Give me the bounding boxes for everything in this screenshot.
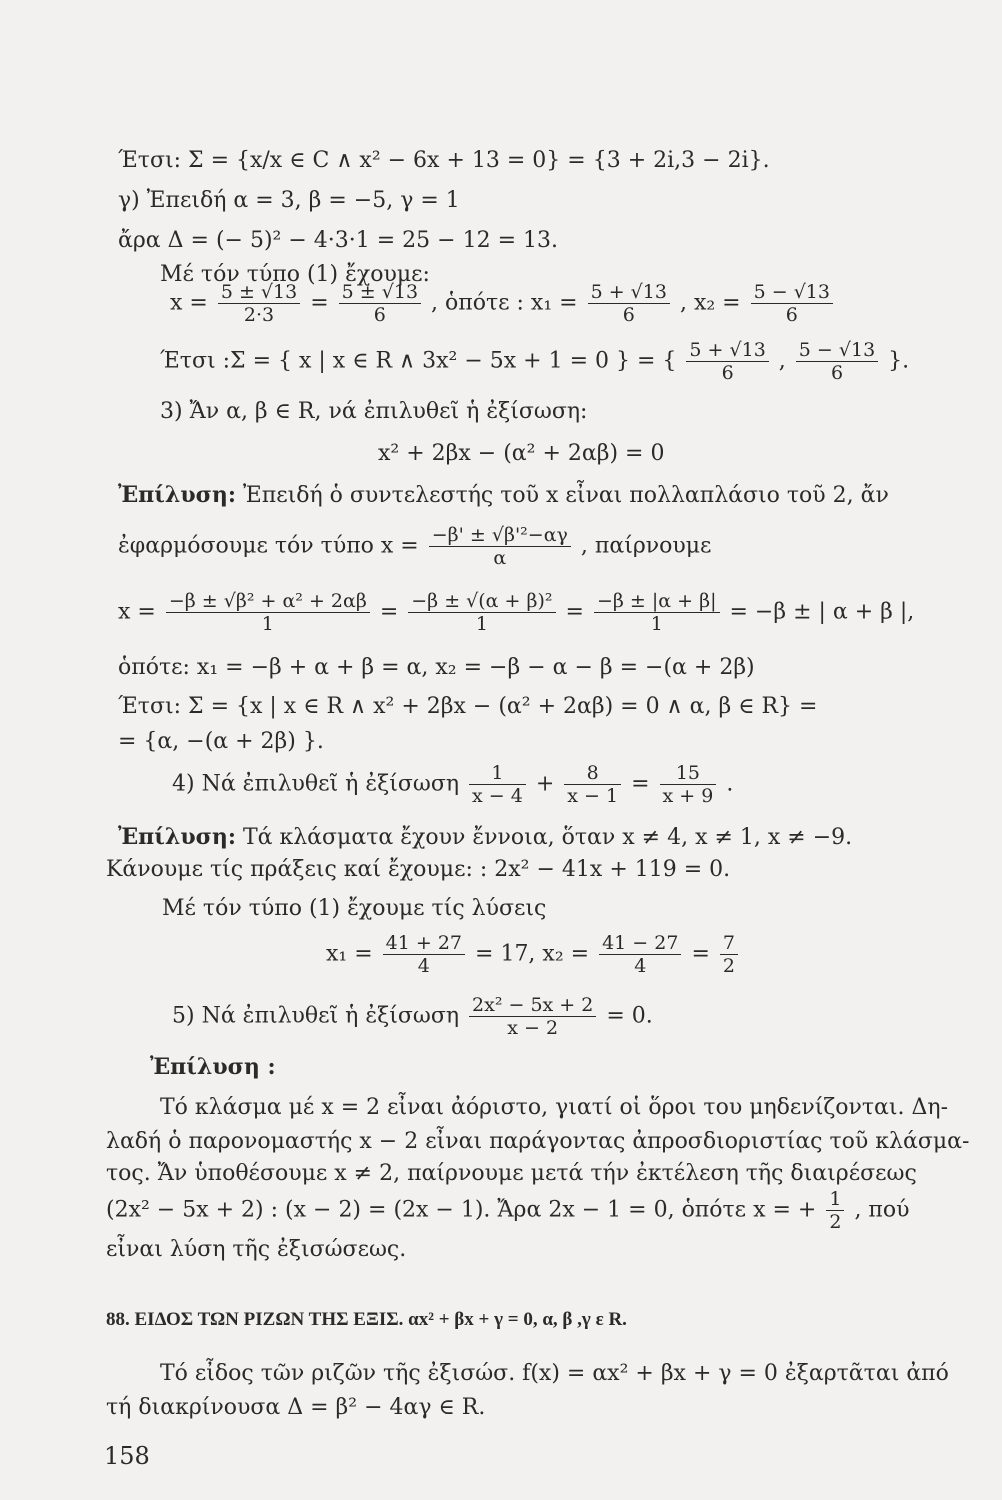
problem-3-equation: x² + 2βx − (α² + 2αβ) = 0 — [378, 441, 665, 466]
fraction: $\frac{1}{2}$ — [826, 1188, 844, 1233]
solution-set-line-2: Έτσι :Σ = { x | x ∈ R ∧ 3x² − 5x + 1 = 0 } = { $\frac{5 + √13}{6}$ , $\frac{5 - √13}{6}$ }. — [160, 339, 910, 384]
fraction: $\frac{15}{x + 9}$ — [660, 762, 717, 807]
solution-4-roots: x₁ = $\frac{41 + 27}{4}$ = 17, x₂ = $\frac{41 - 27}{4}$ = $\frac{7}{2}$ — [326, 932, 741, 977]
solution-5-label: Ἐπίλυση : — [150, 1054, 276, 1080]
roots-derivation: x = $\frac{\text{−β ± √β² + α² + 2αβ}}{1}$ = $\frac{\text{−β ± √(α + β)²}}{1}$ = $\frac{-\beta \pm |\alpha + \beta|}{1}$ = −β ± | α + β |, — [118, 590, 915, 635]
formula-reduced: ἐφαρμόσουμε τόν τύπο x = $\frac{\text{−β' ± √β'²−αγ}}{\alpha}$ , παίρνουμε — [118, 524, 712, 569]
section-88-text-2: τή διακρίνουσα Δ = β² − 4αγ ∈ R. — [106, 1395, 486, 1420]
section-88-text-1: Τό εἶδος τῶν ριζῶν τῆς ἐξισώσ. f(x) = αx² + βx + γ = 0 ἐξαρτᾶται ἀπό — [160, 1361, 949, 1386]
fraction: $\frac{5 \pm √13}{2\cdot 3}$ — [218, 281, 300, 326]
solution-set-3-cont: = {α, −(α + 2β) }. — [118, 729, 324, 754]
fraction: $\frac{\text{2x² − 5x + 2}}{x - 2}$ — [469, 994, 596, 1039]
fraction: $\frac{1}{x - 4}$ — [469, 762, 526, 807]
fraction: $\frac{5 \pm √13}{6}$ — [339, 281, 421, 326]
solution-set-line: Έτσι: Σ = {x/x ∈ C ∧ x² − 6x + 13 = 0} = {3 + 2i,3 − 2i}. — [118, 148, 770, 173]
problem-4-statement: 4) Νά ἐπιλυθεῖ ἡ ἐξίσωση $\frac{1}{x - 4}$ + $\frac{8}{x - 1}$ = $\frac{15}{x + 9}$ . — [172, 762, 734, 807]
fraction: $\frac{-\beta \pm |\alpha + \beta|}{1}$ — [594, 590, 720, 635]
solution-5-text-4: (2x² − 5x + 2) : (x − 2) = (2x − 1). Ἄρα 2x − 1 = 0, ὁπότε x = + $\frac{1}{2}$ , πού — [106, 1188, 910, 1233]
problem-5-statement: 5) Νά ἐπιλυθεῖ ἡ ἐξίσωση $\frac{\text{2x² − 5x + 2}}{x - 2}$ = 0. — [172, 994, 653, 1039]
fraction: $\frac{5 - √13}{6}$ — [751, 281, 833, 326]
fraction: $\frac{8}{x - 1}$ — [564, 762, 621, 807]
solution-5-text-3: τος. Ἄν ὑποθέσουμε x ≠ 2, παίρνουμε μετά τήν ἐκτέλεση τῆς διαιρέσεως — [106, 1161, 917, 1186]
solution-3-intro: Ἐπίλυση: Ἐπειδή ὁ συντελεστής τοῦ x εἶναι πολλαπλάσιο τοῦ 2, ἄν — [118, 482, 889, 508]
fraction: $\frac{41 + 27}{4}$ — [383, 932, 465, 977]
solution-set-3: Έτσι: Σ = {x | x ∈ R ∧ x² + 2βx − (α² + 2αβ) = 0 ∧ α, β ∈ R} = — [118, 694, 818, 719]
fraction: $\frac{5 - √13}{6}$ — [796, 339, 878, 384]
fraction: $\frac{\text{−β ± √(α + β)²}}{1}$ — [408, 590, 555, 635]
fraction: $\frac{\text{−β ± √β² + α² + 2αβ}}{1}$ — [166, 590, 370, 635]
solution-4-simplify: Κάνουμε τίς πράξεις καί ἔχουμε: : 2x² − 41x + 119 = 0. — [106, 857, 731, 882]
problem-3-statement: 3) Ἄν α, β ∈ R, νά ἐπιλυθεῖ ἡ ἐξίσωση: — [160, 399, 588, 424]
discriminant-line: ἄρα Δ = (− 5)² − 4·3·1 = 25 − 12 = 13. — [118, 228, 558, 253]
solution-4-formula: Μέ τόν τύπο (1) ἔχουμε τίς λύσεις — [162, 896, 547, 921]
fraction: $\frac{41 - 27}{4}$ — [599, 932, 681, 977]
roots-result: ὁπότε: x₁ = −β + α + β = α, x₂ = −β − α − β = −(α + 2β) — [118, 655, 755, 680]
solution-5-text-1: Τό κλάσμα μέ x = 2 εἶναι ἀόριστο, γιατί οἱ ὅροι του μηδενίζονται. Δη- — [160, 1095, 949, 1120]
solution-5-text-2: λαδή ὁ παρονομαστής x − 2 εἶναι παράγοντας ἀπροσδιοριστίας τοῦ κλάσμα- — [106, 1129, 970, 1154]
section-88-heading: 88. ΕΙΔΟΣ ΤΩΝ ΡΙΖΩΝ ΤΗΣ ΕΞΙΣ. αx² + βx + γ = 0, α, β ,γ ε R. — [106, 1309, 627, 1330]
fraction: $\frac{7}{2}$ — [720, 932, 738, 977]
formula-intro: Μέ τόν τύπο (1) ἔχουμε: — [160, 262, 430, 287]
page-number: 158 — [104, 1442, 150, 1470]
fraction: $\frac{5 + √13}{6}$ — [686, 339, 768, 384]
solution-4-domain: Ἐπίλυση: Τά κλάσματα ἔχουν ἔννοια, ὅταν x ≠ 4, x ≠ 1, x ≠ −9. — [118, 824, 853, 850]
roots-line: x = $\frac{5 \pm √13}{2\cdot 3}$ = $\frac{5 \pm √13}{6}$ , ὁπότε : x₁ = $\frac{5 + √13}{6}$ , x₂ = $\frac{5 - √13}{6}$ — [170, 281, 836, 326]
fraction: $\frac{5 + √13}{6}$ — [588, 281, 670, 326]
solution-5-text-5: εἶναι λύση τῆς ἐξισώσεως. — [106, 1237, 407, 1262]
fraction: $\frac{\text{−β' ± √β'²−αγ}}{\alpha}$ — [429, 524, 571, 569]
case-c-given: γ) Ἐπειδή α = 3, β = −5, γ = 1 — [118, 188, 460, 213]
